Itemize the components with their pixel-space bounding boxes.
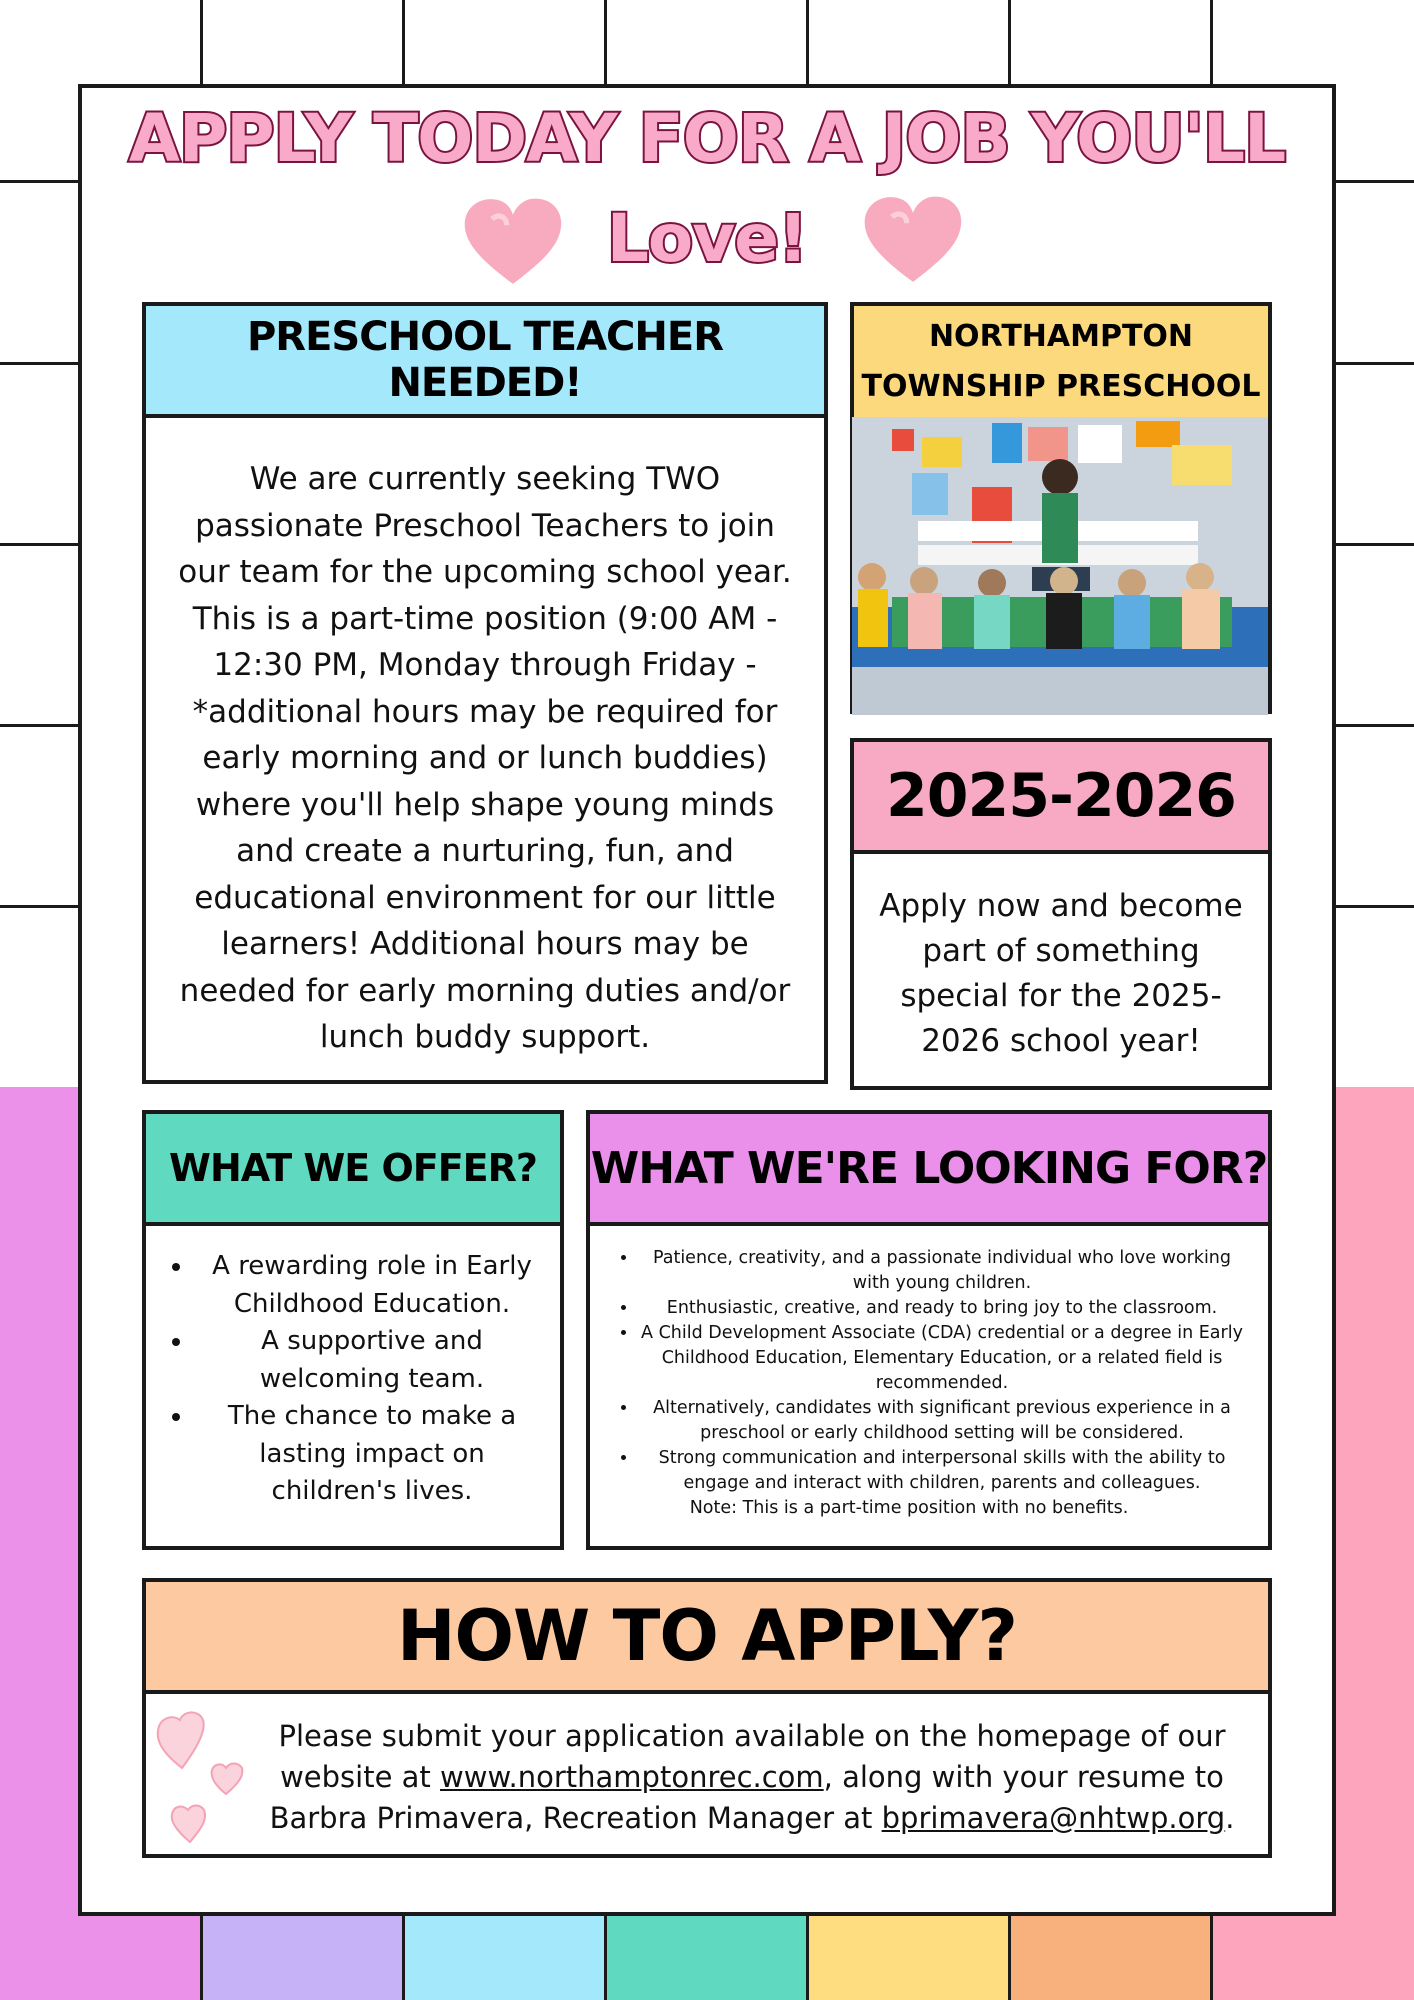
color-strip bbox=[402, 1914, 606, 2000]
apply-text: , along with your resume to Barbra Primavera, Recreation Manager at bbox=[269, 1760, 1224, 1835]
apply-text: . bbox=[1225, 1801, 1235, 1835]
color-strip bbox=[0, 1914, 202, 2000]
looking-list bbox=[590, 1226, 1268, 1546]
apply-text: Please submit your application available on the homepage of our website at bbox=[278, 1719, 1226, 1794]
color-strip bbox=[604, 1914, 808, 2000]
apply-box bbox=[142, 1578, 1272, 1858]
school-name-line1: NORTHAMPTON bbox=[928, 319, 1194, 354]
looking-note: Note: This is a part-time position with no benefits. bbox=[689, 1498, 1129, 1518]
color-strip bbox=[806, 1914, 1010, 2000]
looking-item: • Alternatively, candidates with significant previous experience in a preschool or early childhood setting will be considered. bbox=[638, 1396, 1246, 1446]
year-title: 2025-2026 bbox=[854, 742, 1268, 854]
email-link[interactable]: bprimavera@nhtwp.org bbox=[881, 1801, 1226, 1835]
teacher-title: PRESCHOOL TEACHER NEEDED! bbox=[146, 306, 824, 418]
heart-icon bbox=[154, 1706, 254, 1848]
headline: APPLY TODAY FOR A JOB YOU'LL bbox=[128, 100, 1286, 177]
looking-box bbox=[586, 1110, 1272, 1550]
heart-icon bbox=[860, 194, 966, 284]
headline-love: Love! bbox=[606, 200, 808, 277]
looking-item: • A Child Development Associate (CDA) credential or a degree in Early Childhood Education, Elementary Education, or a related field is recommended. bbox=[638, 1321, 1246, 1396]
color-strip bbox=[1008, 1914, 1212, 2000]
offer-item: • The chance to make a lasting impact on children's lives. bbox=[194, 1398, 550, 1511]
teacher-box bbox=[142, 302, 828, 1084]
color-strip bbox=[1210, 1914, 1414, 2000]
offer-box bbox=[142, 1110, 564, 1550]
year-box bbox=[850, 738, 1272, 1090]
offer-item: • A supportive and welcoming team. bbox=[194, 1323, 550, 1398]
school-name bbox=[854, 306, 1268, 422]
year-description: Apply now and become part of something special for the 2025-2026 school year! bbox=[879, 888, 1243, 1059]
apply-instructions bbox=[146, 1694, 1268, 1854]
heart-icon bbox=[460, 196, 566, 286]
looking-title: WHAT WE'RE LOOKING FOR? bbox=[590, 1114, 1268, 1226]
offer-item: • A rewarding role in Early Childhood Education. bbox=[194, 1248, 550, 1323]
website-link[interactable]: www.northamptonrec.com bbox=[440, 1760, 824, 1794]
background-panel-right bbox=[1336, 1087, 1414, 2000]
teacher-description: We are currently seeking TWO passionate Preschool Teachers to join our team for the upcoming school year. This is a part-time position (9:00 AM - 12:30 PM, Monday through Friday - *additional hours may be required for early morning and or lunch buddies) where you'll help shape young minds and create a nurturing, fun, and educational environment for our little learners! Additional hours may be needed for early morning duties and/or lunch buddy support. bbox=[178, 461, 792, 1055]
offer-list bbox=[146, 1226, 560, 1546]
looking-item: • Enthusiastic, creative, and ready to bring joy to the classroom. bbox=[638, 1296, 1246, 1321]
offer-title: WHAT WE OFFER? bbox=[146, 1114, 560, 1226]
classroom-photo bbox=[852, 417, 1268, 715]
color-strip bbox=[200, 1914, 404, 2000]
looking-item: • Strong communication and interpersonal skills with the ability to engage and interact with children, parents and colleagues. bbox=[638, 1446, 1246, 1496]
school-name-line2: TOWNSHIP PRESCHOOL bbox=[861, 369, 1261, 404]
looking-item: • Patience, creativity, and a passionate individual who love working with young children. bbox=[638, 1246, 1246, 1296]
apply-title: HOW TO APPLY? bbox=[146, 1582, 1268, 1694]
